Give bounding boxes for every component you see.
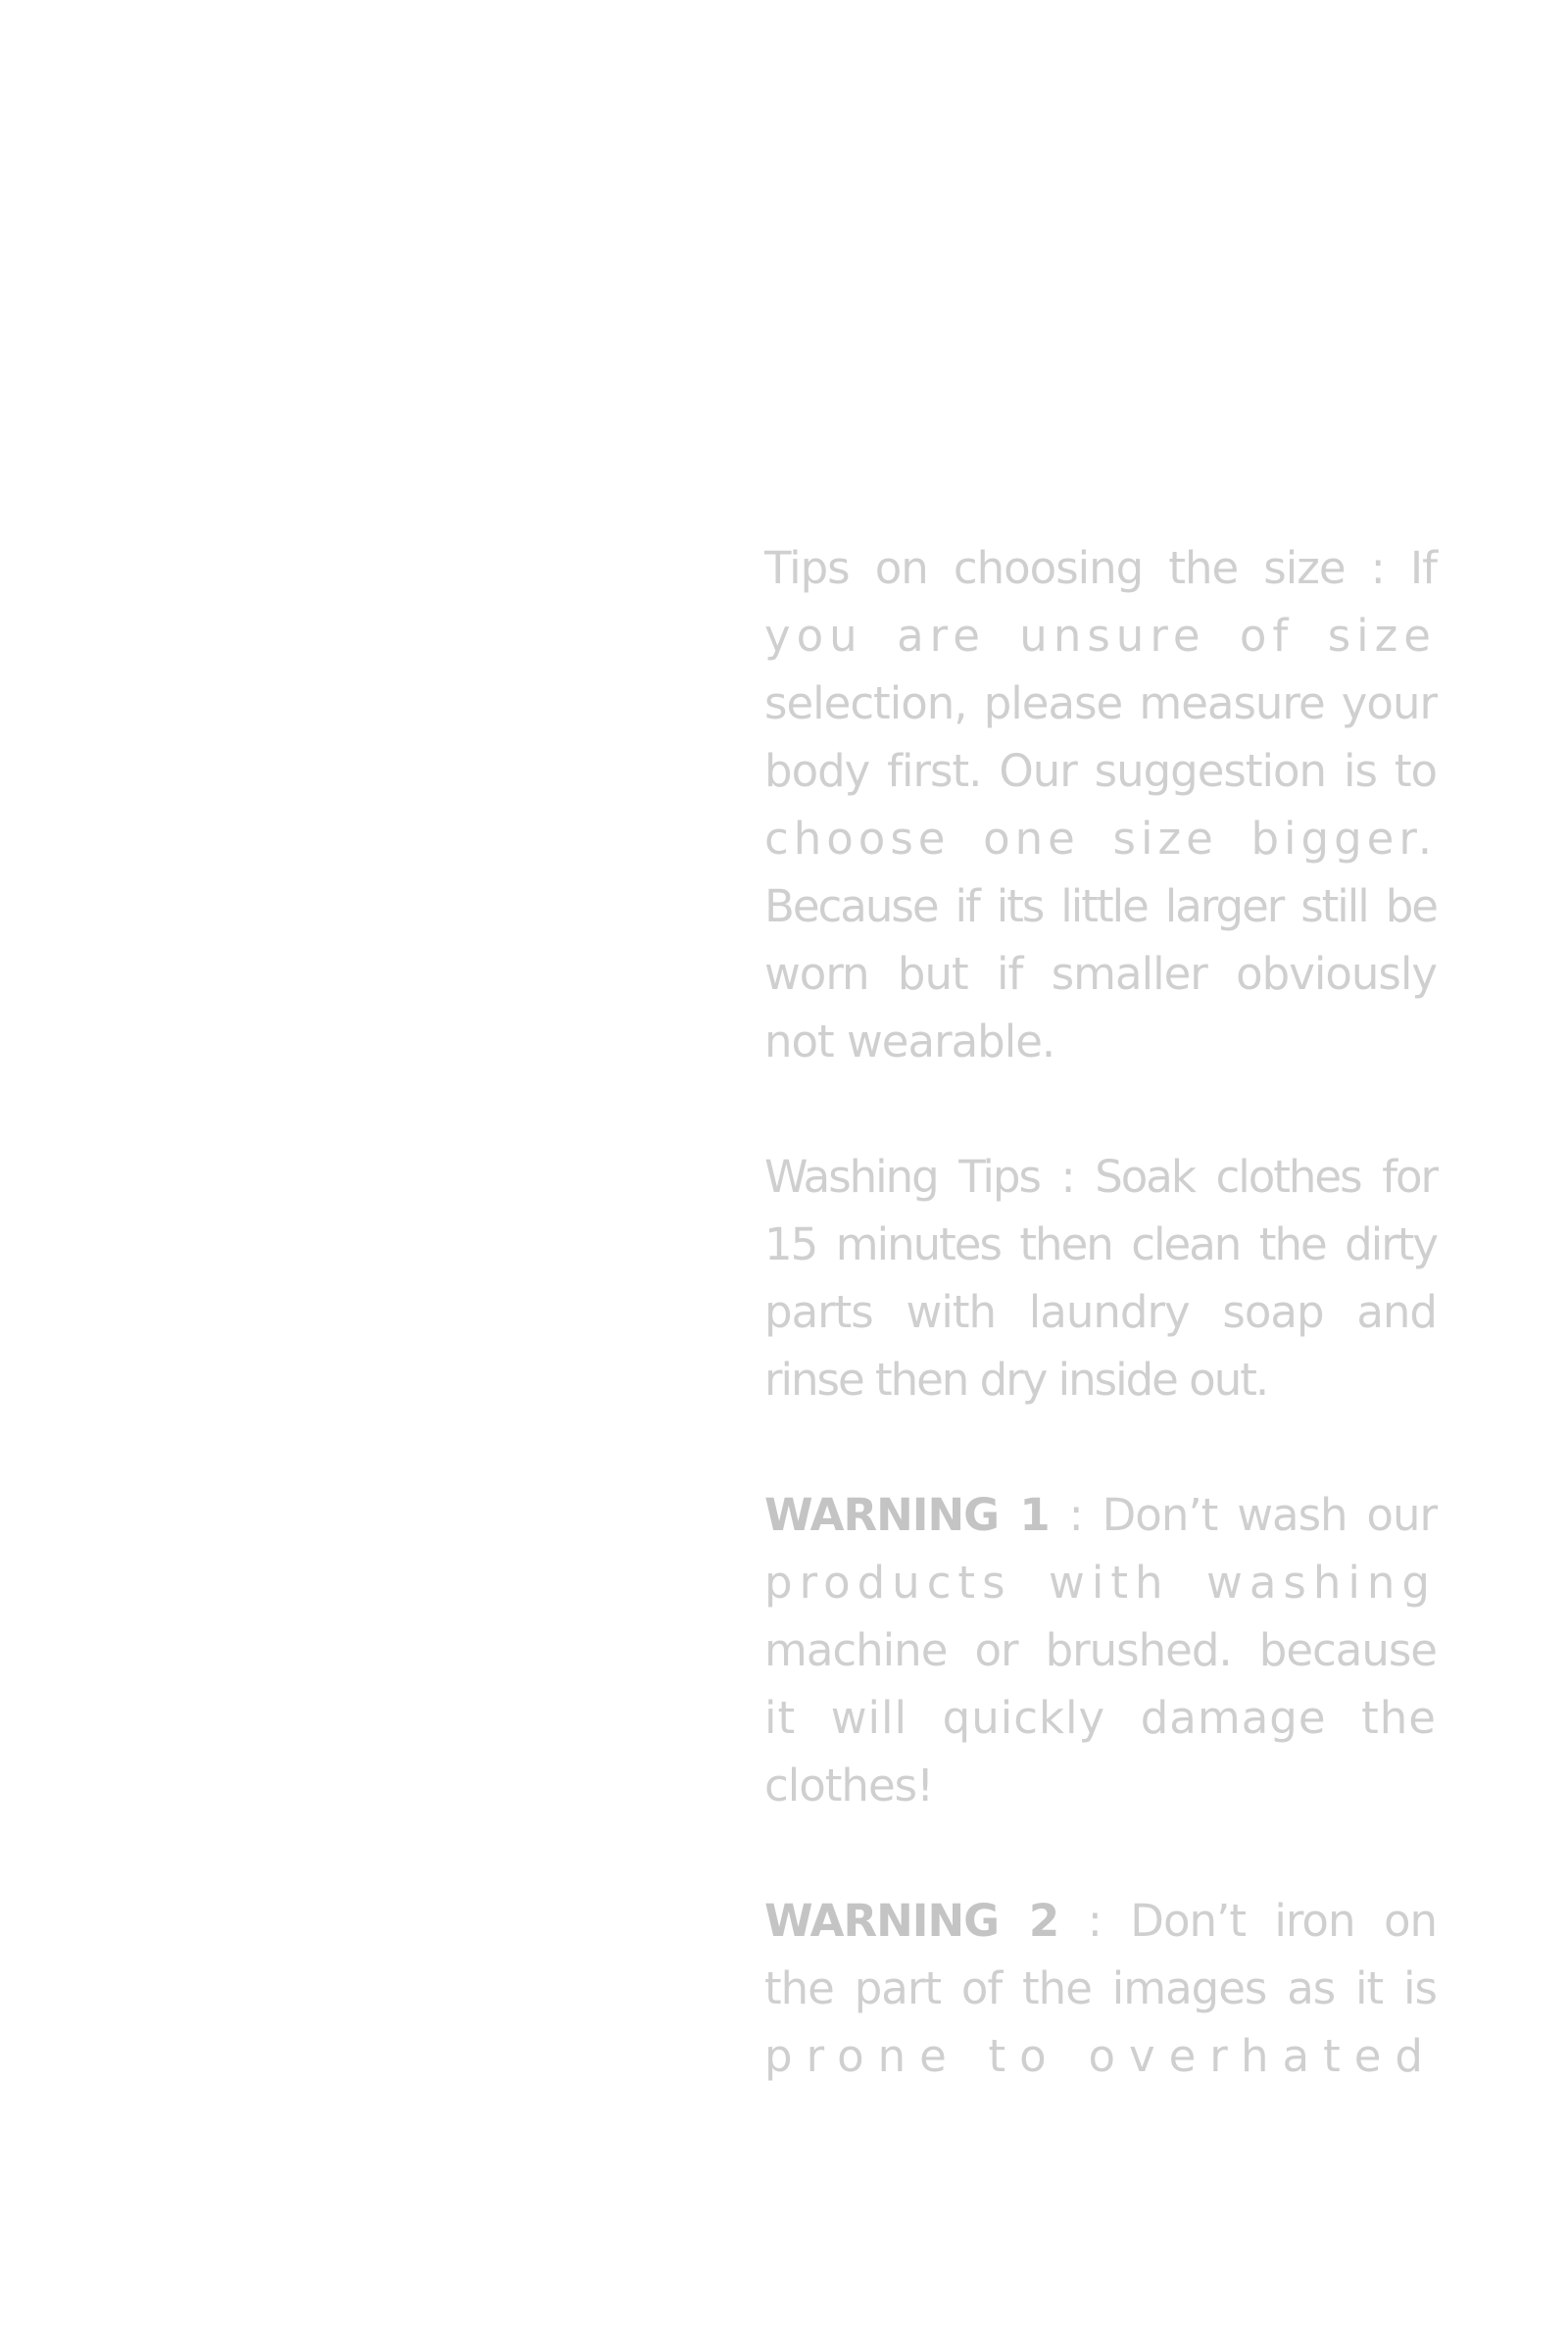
warning-2-first-line — [764, 1887, 1437, 1955]
warning-1-label: WARNING 1 — [764, 1489, 1050, 1541]
washing-tips-paragraph — [764, 1143, 1437, 1413]
washing-tips-line: Washing Tips : Soak clothes for — [764, 1151, 1437, 1203]
warning-1-line: products with washing — [764, 1557, 1437, 1609]
size-tips-line: Because if its little larger still be — [764, 880, 1437, 932]
washing-tips-line: rinse then dry inside out. — [764, 1354, 1268, 1406]
size-tips-line: Tips on choosing the size : If — [764, 542, 1437, 594]
size-tips-line: you are unsure of size — [764, 610, 1437, 662]
warning-1-line: clothes! — [764, 1760, 934, 1811]
size-tips-paragraph — [764, 534, 1437, 1075]
washing-tips-line: parts with laundry soap and — [764, 1286, 1437, 1338]
size-tips-line: choose one size bigger. — [764, 813, 1437, 865]
warning-2-line: prone to overhated — [764, 2030, 1437, 2082]
warning-2-line: the part of the images as it is — [764, 1962, 1437, 2014]
washing-tips-line: 15 minutes then clean the dirty — [764, 1218, 1437, 1270]
care-instructions — [764, 534, 1437, 2090]
warning-1-line: it will quickly damage the — [764, 1692, 1437, 1744]
warning-1-paragraph — [764, 1481, 1437, 1819]
size-tips-line: body first. Our suggestion is to — [764, 745, 1437, 797]
warning-1-line: machine or brushed. because — [764, 1624, 1437, 1676]
warning-1-first-line-text: : Don’t wash our — [1049, 1489, 1437, 1541]
warning-2-label: WARNING 2 — [764, 1895, 1059, 1947]
size-tips-line: worn but if smaller obviously — [764, 948, 1437, 1000]
size-tips-line: selection, please measure your — [764, 677, 1437, 729]
size-tips-line: not wearable. — [764, 1016, 1055, 1067]
warning-2-paragraph — [764, 1887, 1437, 2090]
warning-1-first-line — [764, 1481, 1437, 1549]
warning-2-first-line-text: : Don’t iron on — [1058, 1895, 1437, 1947]
